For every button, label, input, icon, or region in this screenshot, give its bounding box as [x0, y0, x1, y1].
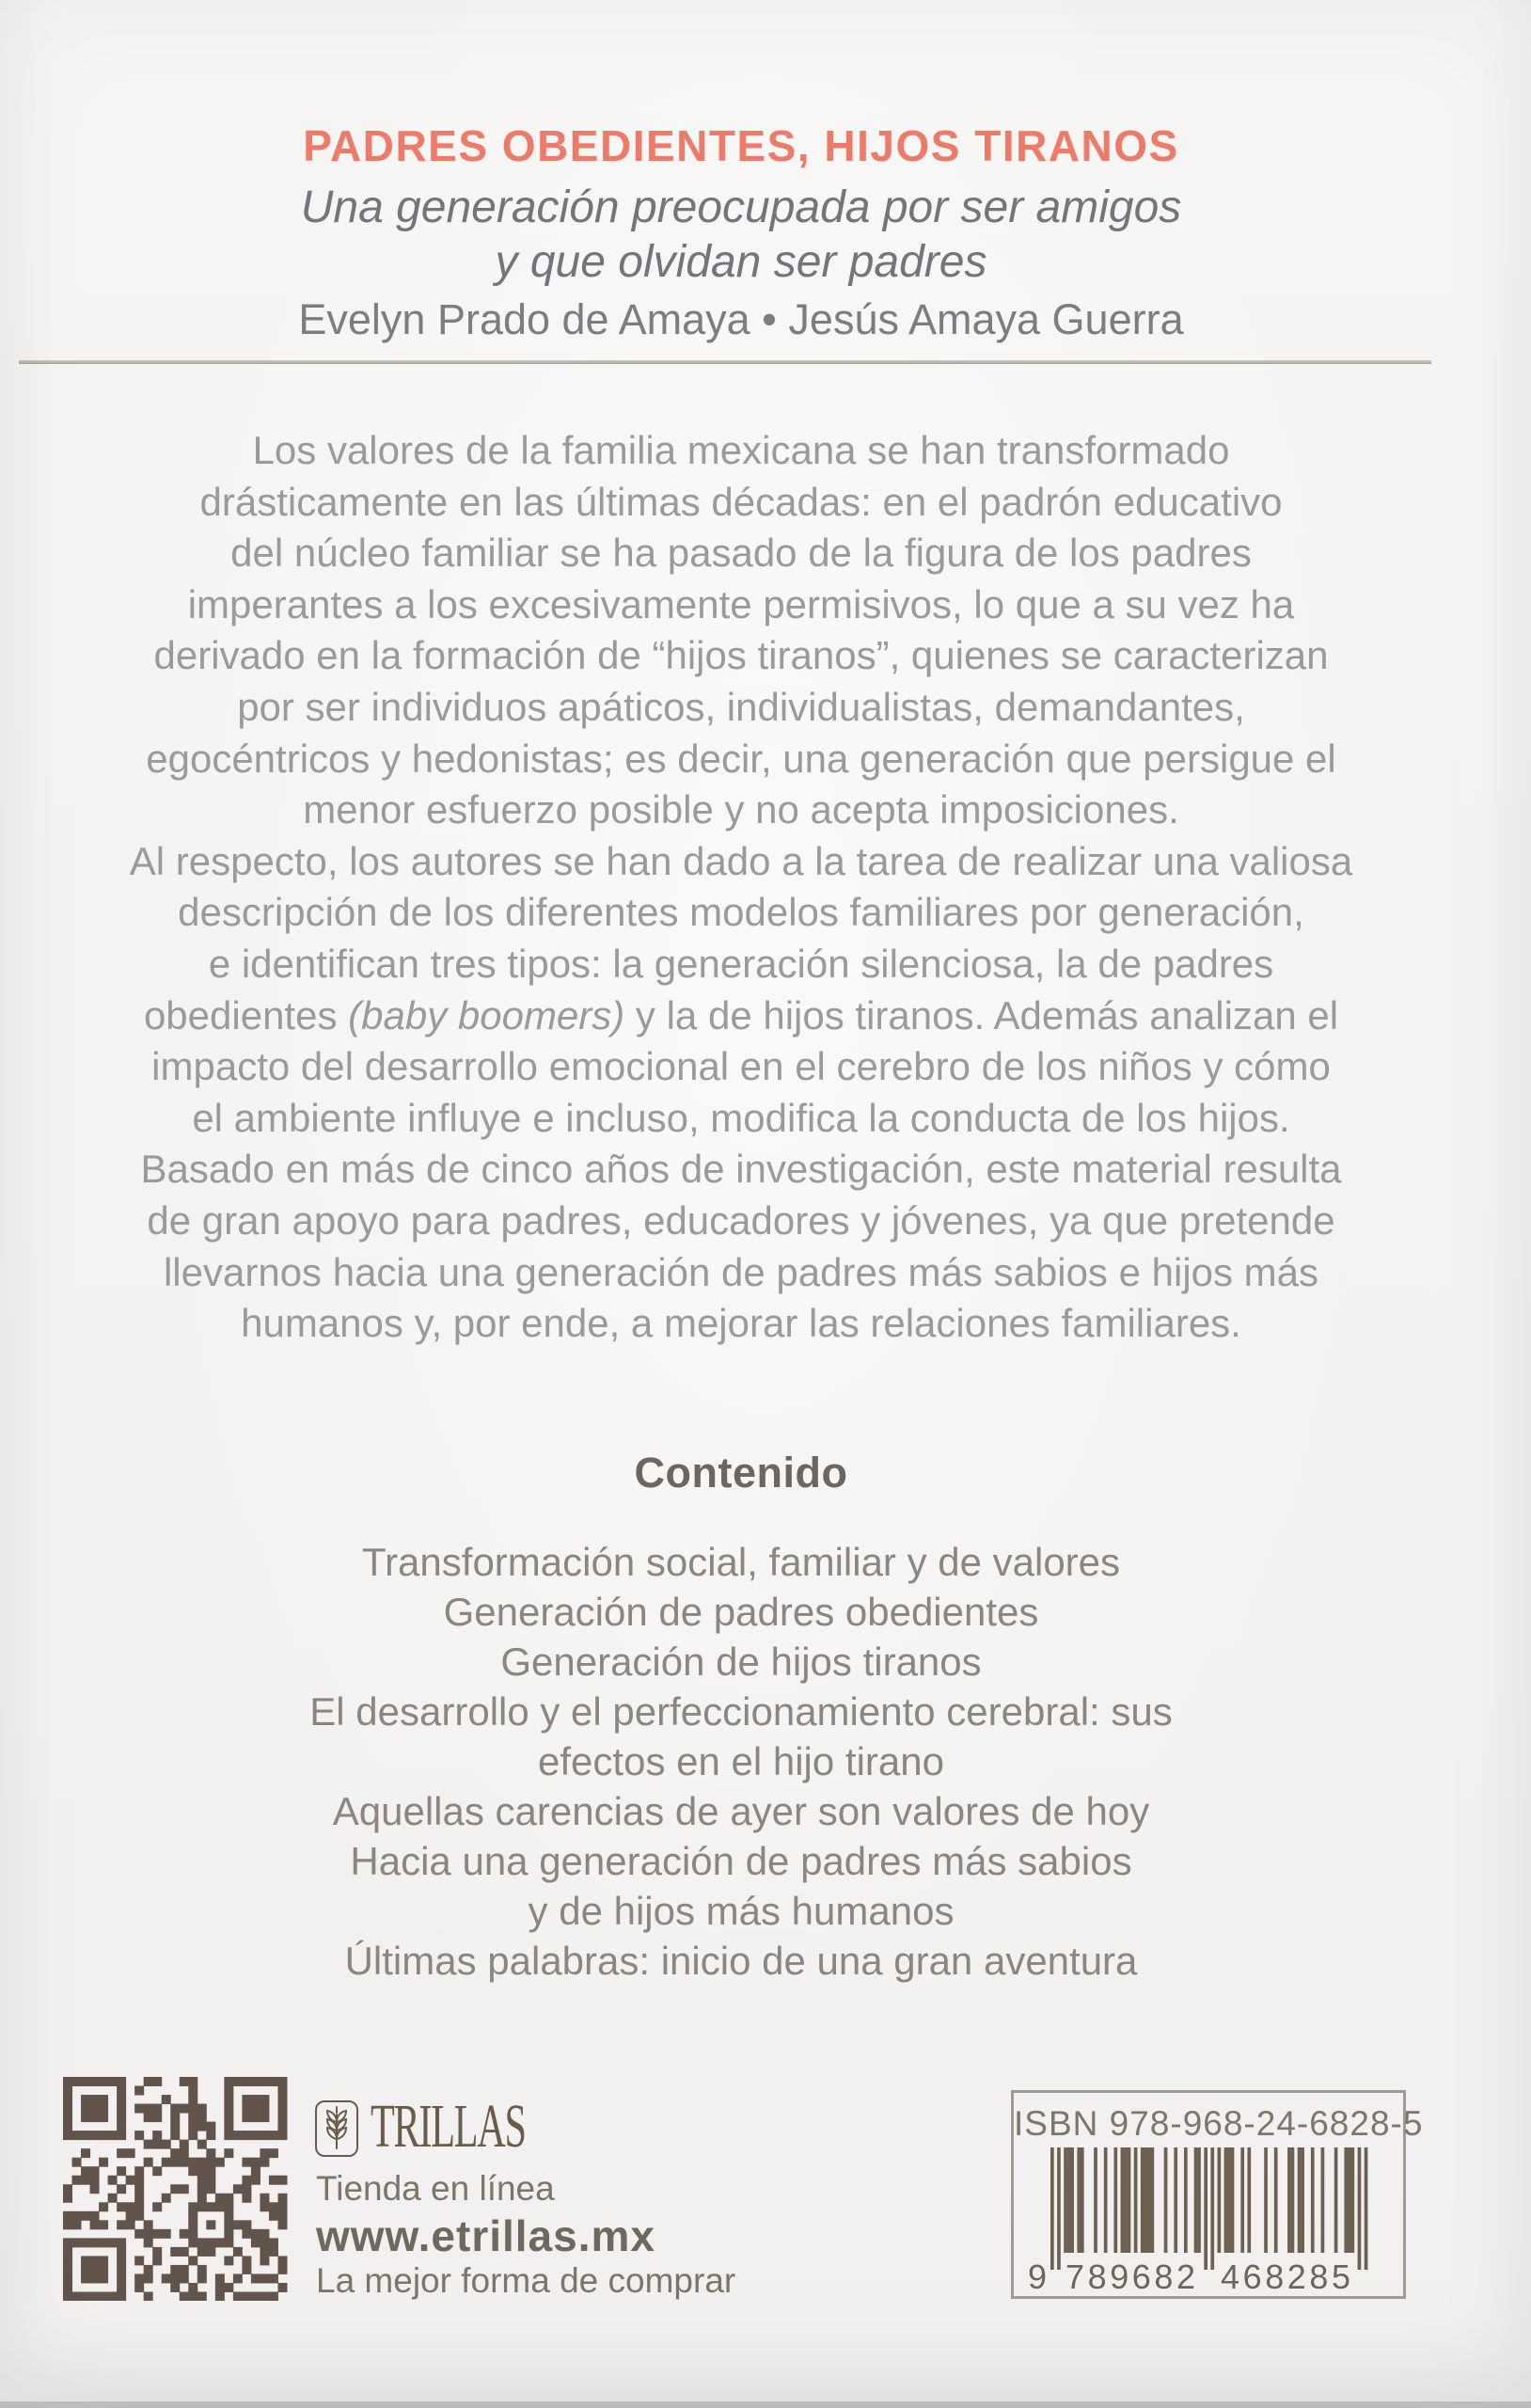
wheat-icon [314, 2099, 359, 2158]
publisher-tagline-2: La mejor forma de comprar [316, 2261, 736, 2300]
text-line: de gran apoyo para padres, educadores y jóvenes, ya que pretende [147, 1197, 1335, 1243]
text-line: del núcleo familiar se ha pasado de la figura de los padres [230, 531, 1252, 576]
qr-code [62, 2077, 288, 2301]
publisher-tagline-1: Tienda en línea [316, 2169, 555, 2208]
ean13-barcode [1028, 2147, 1395, 2296]
svg-text:9: 9 [1028, 2258, 1048, 2296]
text-line: impacto del desarrollo emocional en el cerebro de los niños y cómo [151, 1044, 1331, 1089]
text-line: imperantes a los excesivamente permisivos, lo que a su vez ha [187, 581, 1295, 626]
authors-line: Evelyn Prado de Amaya • Jesús Amaya Guerra [298, 295, 1184, 343]
photo-bottom-edge [0, 2401, 1531, 2408]
text-line: Generación de padres obedientes [443, 1590, 1039, 1634]
text-line: humanos y, por ende, a mejorar las relaciones familiares. [241, 1301, 1241, 1346]
text-line: menor esfuerzo posible y no acepta imposiciones. [303, 787, 1179, 832]
text-line: el ambiente influye e incluso, modifica la conducta de los hijos. [192, 1095, 1290, 1140]
text-line: llevarnos hacia una generación de padres más sabios e hijos más [163, 1249, 1319, 1294]
text-line: efectos en el hijo tirano [538, 1739, 944, 1783]
isbn-label: ISBN 978-968-24-6828-5 [1014, 2104, 1424, 2143]
text-line: obedientes (baby boomers) y la de hijos tiranos. Además analizan el [143, 992, 1339, 1038]
text-line: y de hijos más humanos [528, 1889, 955, 1933]
publisher-block [314, 2092, 766, 2300]
svg-text:468285: 468285 [1221, 2258, 1350, 2296]
horizontal-divider [19, 360, 1431, 364]
contents-heading: Contenido [634, 1449, 848, 1497]
text-line: Basado en más de cinco años de investigación, este material resulta [140, 1147, 1342, 1192]
text-line: Últimas palabras: inicio de una gran aventura [344, 1939, 1138, 1983]
text-line: Hacia una generación de padres más sabios [350, 1839, 1132, 1883]
text-line: Aquellas carencias de ayer son valores de hoy [332, 1789, 1150, 1833]
publisher-logo-text: TRILLAS [371, 2092, 526, 2161]
text-line: e identifican tres tipos: la generación silenciosa, la de padres [208, 941, 1274, 986]
isbn-box [1011, 2090, 1424, 2299]
text-line: Al respecto, los autores se han dado a la tarea de realizar una valiosa [129, 838, 1353, 883]
text-line: Transformación social, familiar y de valores [361, 1540, 1121, 1584]
text-line: drásticamente en las últimas décadas: en el padrón educativo [199, 479, 1283, 524]
page-title: PADRES OBEDIENTES, HIJOS TIRANOS [303, 121, 1179, 170]
contents-list [0, 1537, 1482, 1986]
subtitle-line-2: y que olvidan ser padres [495, 237, 987, 287]
svg-text:789682: 789682 [1065, 2258, 1195, 2296]
text-line: Los valores de la familia mexicana se han transformado [252, 428, 1230, 472]
text-line: derivado en la formación de “hijos tiranos”, quienes se caracterizan [153, 633, 1329, 678]
publisher-url: www.etrillas.mx [316, 2211, 655, 2260]
text-line: Generación de hijos tiranos [500, 1640, 982, 1684]
text-line: por ser individuos apáticos, individualistas, demandantes, [237, 684, 1245, 729]
text-line: descripción de los diferentes modelos familiares por generación, [178, 890, 1304, 935]
synopsis [0, 425, 1482, 1350]
subtitle-line-1: Una generación preocupada por ser amigos [300, 182, 1182, 232]
text-line: El desarrollo y el perfeccionamiento cerebral: sus [309, 1689, 1173, 1734]
text-line: egocéntricos y hedonistas; es decir, una generación que persigue el [146, 736, 1336, 781]
header [0, 120, 1482, 344]
